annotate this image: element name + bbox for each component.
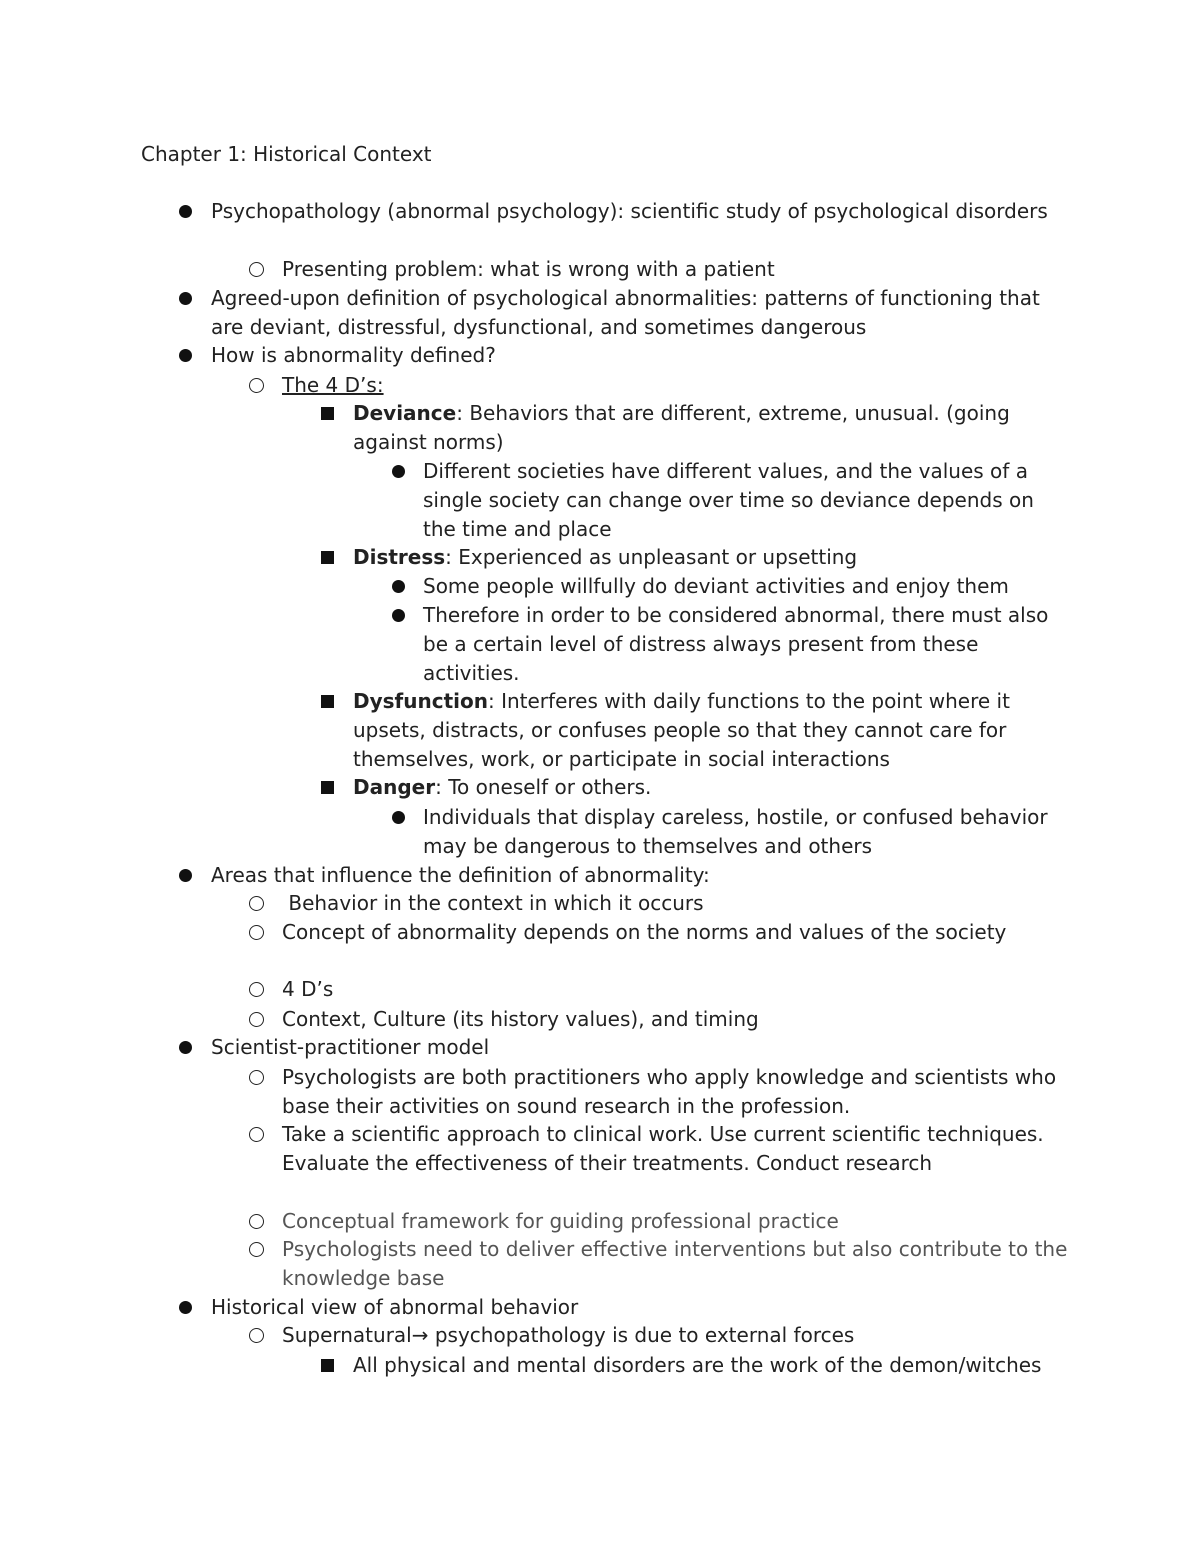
list-item (282, 255, 1072, 284)
list-item (353, 1351, 1073, 1380)
term-distress: Distress (353, 545, 446, 569)
item-text: Different societies have different values, and the values of a single society can change over time so deviance depends on the time and place (423, 459, 1034, 541)
bullet-square-icon (317, 543, 337, 572)
page-title: Chapter 1: Historical Context (141, 142, 432, 166)
item-text: Concept of abnormality depends on the norms and values of the society (282, 920, 1007, 944)
list-item (353, 687, 1073, 773)
bullet-disc-icon (175, 341, 195, 370)
bullet-circle-icon (246, 1235, 266, 1264)
item-text: Individuals that display careless, hostile, or confused behavior may be dangerous to themselves and others (423, 805, 1048, 858)
item-text: : To oneself or others. (435, 775, 652, 799)
item-text: All physical and mental disorders are the work of the demon/witches (353, 1353, 1042, 1377)
bullet-circle-icon (246, 1063, 266, 1092)
item-text: 4 D’s (282, 977, 334, 1001)
list-item (423, 803, 1073, 861)
item-text: : Behaviors that are different, extreme, unusual. (going against norms) (353, 401, 1010, 454)
list-item (282, 1120, 1072, 1178)
item-text: Behavior in the context in which it occurs (282, 891, 704, 915)
bullet-circle-icon (246, 1207, 266, 1236)
item-text: Psychopathology (abnormal psychology): scientific study of psychological disorders (211, 199, 1048, 223)
bullet-disc-icon (175, 197, 195, 226)
item-text: Areas that influence the definition of abnormality: (211, 863, 710, 887)
list-item (282, 1207, 1072, 1236)
list-item (211, 861, 1071, 890)
list-item (353, 543, 1073, 572)
item-text: Scientist-practitioner model (211, 1035, 490, 1059)
item-text: Psychologists are both practitioners who apply knowledge and scientists who base their activities on sound research in the profession. (282, 1065, 1057, 1118)
list-item (282, 975, 1072, 1004)
list-item (211, 1033, 1071, 1062)
list-item (282, 1321, 1072, 1350)
item-text: How is abnormality defined? (211, 343, 496, 367)
item-text: Some people willfully do deviant activities and enjoy them (423, 574, 1009, 598)
bullet-disc-icon (175, 284, 195, 313)
item-text: Historical view of abnormal behavior (211, 1295, 579, 1319)
term-deviance: Deviance (353, 401, 457, 425)
bullet-disc-icon (388, 601, 408, 630)
item-text: Psychologists need to deliver effective interventions but also contribute to the knowledge base (282, 1237, 1068, 1290)
list-item (211, 197, 1071, 226)
list-item (211, 1293, 1071, 1322)
four-ds-heading: The 4 D’s: (282, 373, 384, 397)
bullet-circle-icon (246, 1005, 266, 1034)
bullet-disc-icon (175, 1293, 195, 1322)
item-text: : Interferes with daily functions to the point where it upsets, distracts, or confuses people so that they cannot care for themselves, work, or participate in social interactions (353, 689, 1010, 771)
list-item (353, 399, 1073, 457)
item-text: Supernatural→ psychopathology is due to external forces (282, 1323, 855, 1347)
bullet-disc-icon (388, 572, 408, 601)
list-item (282, 1005, 1072, 1034)
list-item (211, 284, 1071, 342)
term-dysfunction: Dysfunction (353, 689, 488, 713)
item-text: Therefore in order to be considered abnormal, there must also be a certain level of distress always present from these activities. (423, 603, 1049, 685)
bullet-circle-icon (246, 918, 266, 947)
list-item (282, 1235, 1072, 1293)
list-item (423, 457, 1073, 543)
bullet-disc-icon (175, 861, 195, 890)
term-danger: Danger (353, 775, 436, 799)
bullet-disc-icon (388, 457, 408, 486)
list-item (282, 371, 1072, 400)
bullet-circle-icon (246, 255, 266, 284)
bullet-disc-icon (388, 803, 408, 832)
bullet-disc-icon (175, 1033, 195, 1062)
bullet-square-icon (317, 687, 337, 716)
bullet-circle-icon (246, 371, 266, 400)
list-item (211, 341, 1071, 370)
list-item (282, 918, 1072, 947)
item-text: Context, Culture (its history values), and timing (282, 1007, 759, 1031)
bullet-circle-icon (246, 1321, 266, 1350)
bullet-square-icon (317, 1351, 337, 1380)
item-text: : Experienced as unpleasant or upsetting (445, 545, 858, 569)
item-text: Presenting problem: what is wrong with a patient (282, 257, 775, 281)
item-text: Take a scientific approach to clinical work. Use current scientific techniques. Evaluate the effectiveness of their treatments. Conduct research (282, 1122, 1044, 1175)
list-item (282, 1063, 1072, 1121)
bullet-circle-icon (246, 975, 266, 1004)
bullet-circle-icon (246, 1120, 266, 1149)
item-text: Agreed-upon definition of psychological abnormalities: patterns of functioning that are deviant, distressful, dysfunctional, and sometimes dangerous (211, 286, 1040, 339)
list-item (282, 889, 1072, 918)
bullet-circle-icon (246, 889, 266, 918)
list-item (423, 572, 1073, 601)
list-item (353, 773, 1073, 802)
bullet-square-icon (317, 773, 337, 802)
list-item (423, 601, 1073, 687)
item-text: Conceptual framework for guiding professional practice (282, 1209, 839, 1233)
bullet-square-icon (317, 399, 337, 428)
